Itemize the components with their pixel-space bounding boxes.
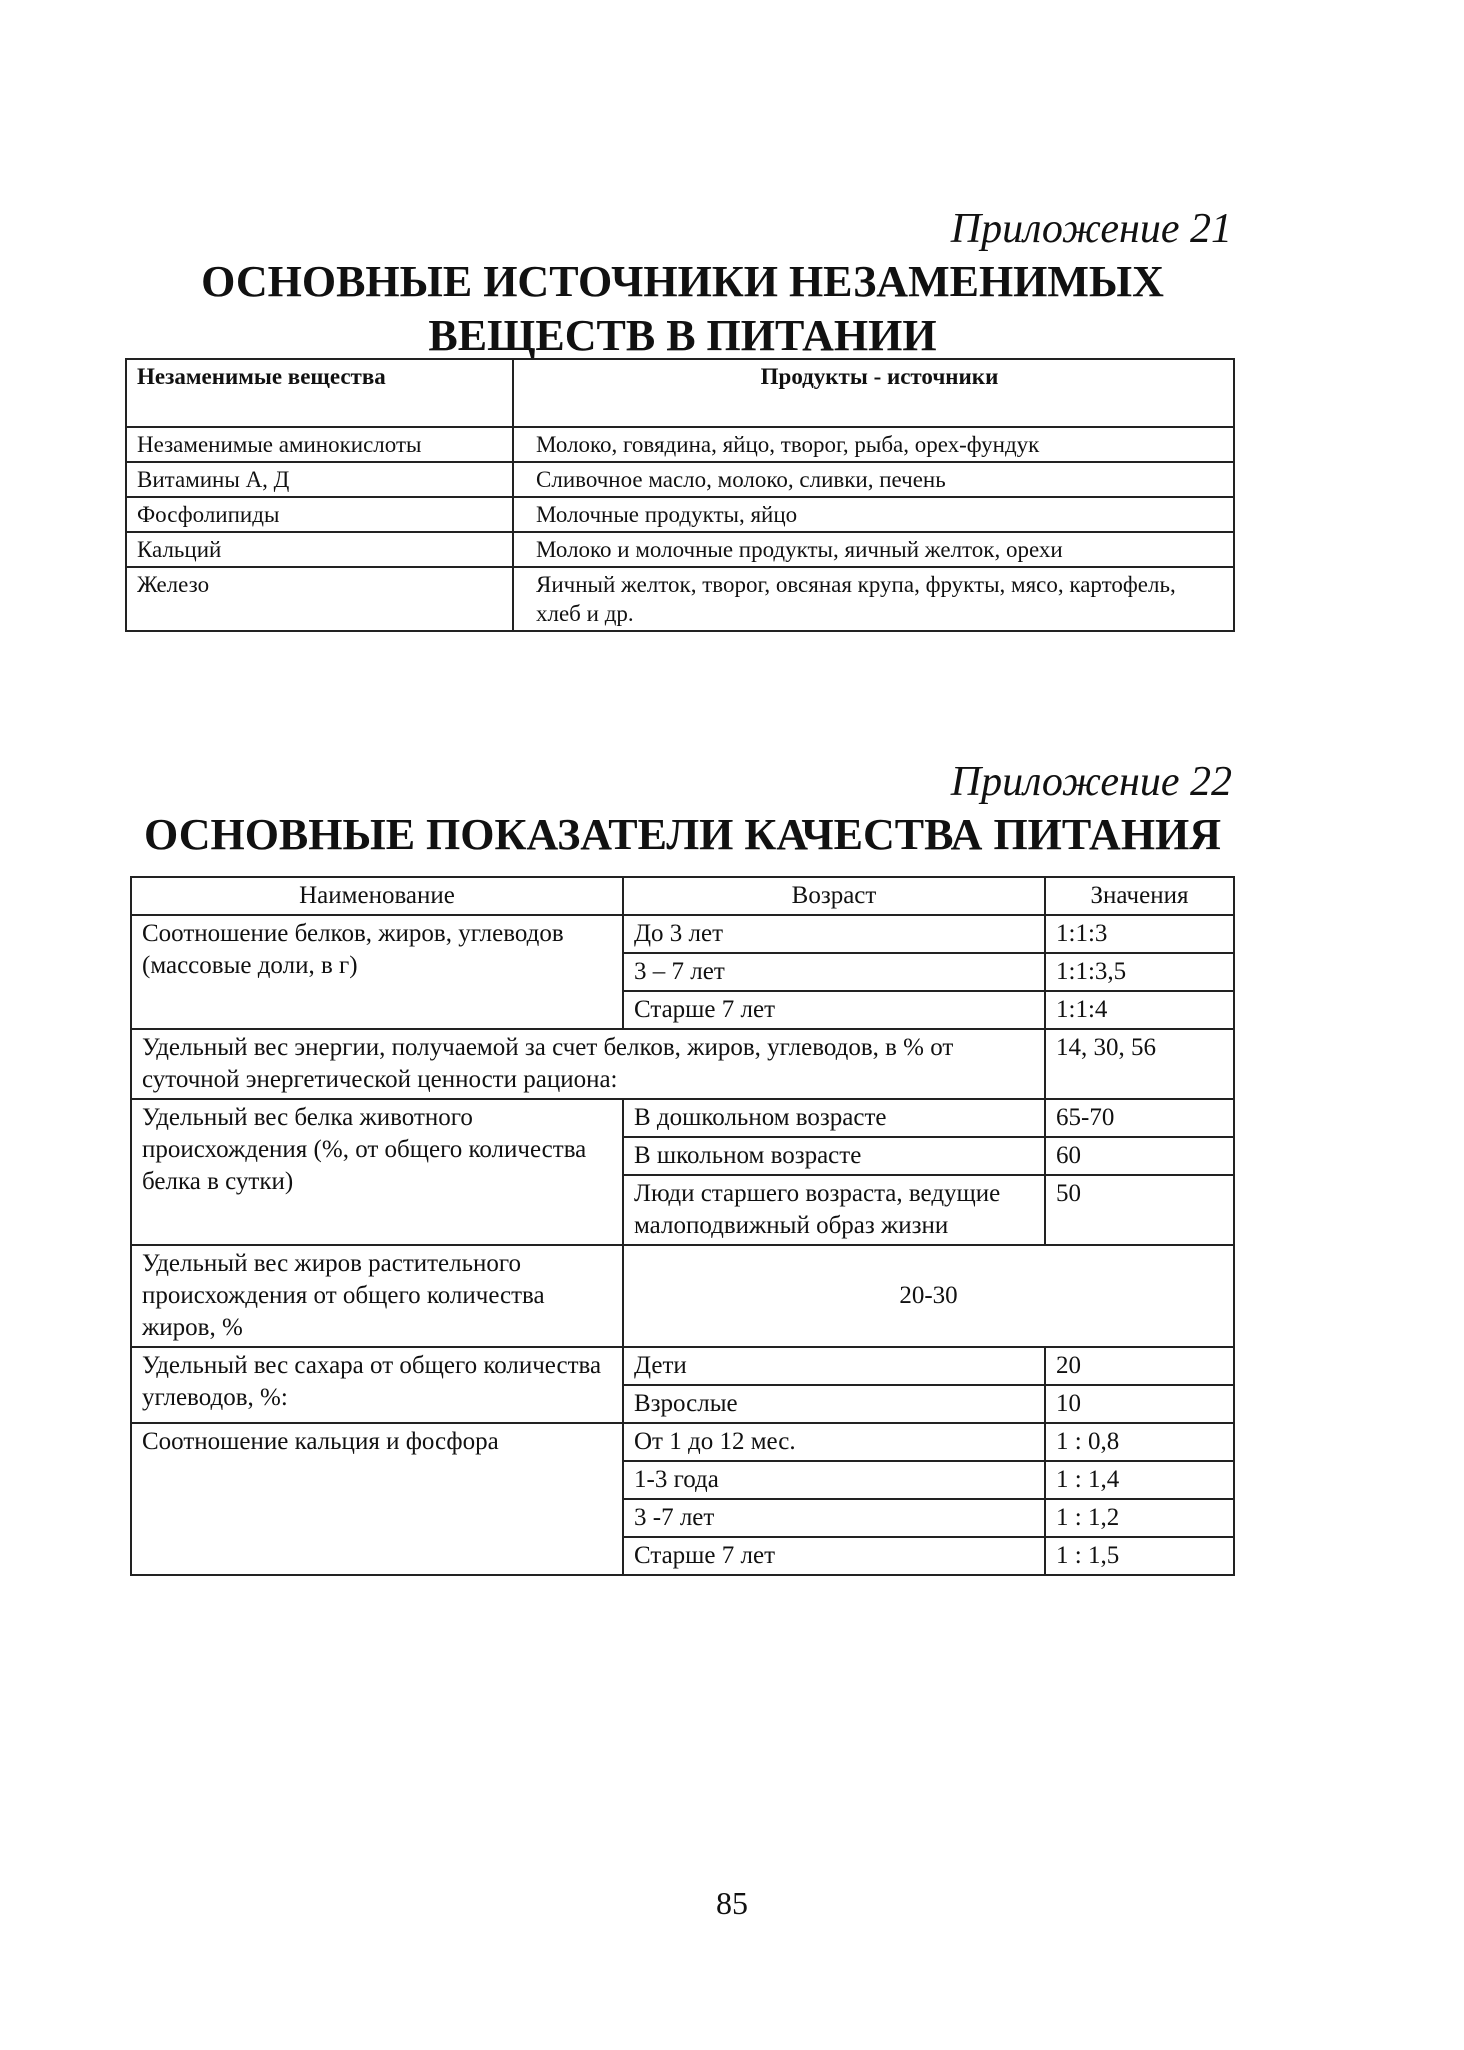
indicator-name-cell: Удельный вес энергии, получаемой за счет белков, жиров, углеводов, в % от суточной энергетической ценности рациона: <box>131 1029 1045 1099</box>
appendix-21-title-line1: ОСНОВНЫЕ ИСТОЧНИКИ НЕЗАМЕНИМЫХ <box>201 257 1164 306</box>
age-cell: 1-3 года <box>623 1461 1045 1499</box>
essential-substances-table <box>125 358 1235 632</box>
indicator-name-cell: Соотношение кальция и фосфора <box>131 1423 623 1575</box>
header-values: Значения <box>1045 877 1234 915</box>
table-header-row <box>131 877 1234 915</box>
age-cell: До 3 лет <box>623 915 1045 953</box>
substance-cell: Фосфолипиды <box>126 497 513 532</box>
table-row <box>131 1245 1234 1347</box>
age-cell: В школьном возрасте <box>623 1137 1045 1175</box>
products-cell: Сливочное масло, молоко, сливки, печень <box>513 462 1234 497</box>
appendix-22-title: ОСНОВНЫЕ ПОКАЗАТЕЛИ КАЧЕСТВА ПИТАНИЯ <box>143 810 1222 859</box>
indicator-name-cell: Удельный вес жиров растительного происхождения от общего количества жиров, % <box>131 1245 623 1347</box>
substance-cell: Кальций <box>126 532 513 567</box>
indicator-name-cell: Удельный вес белка животного происхождения (%, от общего количества белка в сутки) <box>131 1099 623 1245</box>
value-cell: 20-30 <box>623 1245 1234 1347</box>
substance-cell: Витамины А, Д <box>126 462 513 497</box>
age-cell: 3 – 7 лет <box>623 953 1045 991</box>
header-age: Возраст <box>623 877 1045 915</box>
table-row <box>126 532 1234 567</box>
age-cell: В дошкольном возрасте <box>623 1099 1045 1137</box>
value-cell: 60 <box>1045 1137 1234 1175</box>
value-cell: 1 : 1,5 <box>1045 1537 1234 1575</box>
header-products: Продукты - источники <box>513 359 1234 427</box>
table-row <box>131 1029 1234 1099</box>
table-row <box>126 462 1234 497</box>
indicator-name-cell: Соотношение белков, жиров, углеводов (массовые доли, в г) <box>131 915 623 1029</box>
nutrition-quality-table <box>130 876 1235 1576</box>
table-row <box>131 1423 1234 1461</box>
products-cell: Молоко и молочные продукты, яичный желток, орехи <box>513 532 1234 567</box>
header-substances: Незаменимые вещества <box>126 359 513 427</box>
table-row <box>126 567 1234 631</box>
table-row <box>126 427 1234 462</box>
value-cell: 1:1:3 <box>1045 915 1234 953</box>
age-cell: 3 -7 лет <box>623 1499 1045 1537</box>
appendix-22-label: Приложение 22 <box>950 759 1232 805</box>
value-cell: 50 <box>1045 1175 1234 1245</box>
table-row <box>126 497 1234 532</box>
age-cell: Люди старшего возраста, ведущие малоподвижный образ жизни <box>623 1175 1045 1245</box>
table-row <box>131 1099 1234 1137</box>
age-cell: Дети <box>623 1347 1045 1385</box>
value-cell: 1 : 1,4 <box>1045 1461 1234 1499</box>
indicator-name-cell: Удельный вес сахара от общего количества углеводов, %: <box>131 1347 623 1423</box>
substance-cell: Незаменимые аминокислоты <box>126 427 513 462</box>
value-cell: 14, 30, 56 <box>1045 1029 1234 1099</box>
value-cell: 10 <box>1045 1385 1234 1423</box>
products-cell: Яичный желток, творог, овсяная крупа, фрукты, мясо, картофель, хлеб и др. <box>513 567 1234 631</box>
page-number: 85 <box>716 1885 748 1921</box>
value-cell: 1:1:3,5 <box>1045 953 1234 991</box>
age-cell: Старше 7 лет <box>623 1537 1045 1575</box>
value-cell: 1 : 0,8 <box>1045 1423 1234 1461</box>
appendix-21-label: Приложение 21 <box>950 206 1232 252</box>
age-cell: От 1 до 12 мес. <box>623 1423 1045 1461</box>
substance-cell: Железо <box>126 567 513 631</box>
appendix-21-title-line2: ВЕЩЕСТВ В ПИТАНИИ <box>428 311 937 360</box>
table-header-row <box>126 359 1234 427</box>
appendix-21-title <box>125 255 1240 363</box>
table-row <box>131 1347 1234 1385</box>
age-cell: Старше 7 лет <box>623 991 1045 1029</box>
value-cell: 65-70 <box>1045 1099 1234 1137</box>
value-cell: 20 <box>1045 1347 1234 1385</box>
table-row <box>131 915 1234 953</box>
value-cell: 1:1:4 <box>1045 991 1234 1029</box>
header-name: Наименование <box>131 877 623 915</box>
products-cell: Молоко, говядина, яйцо, творог, рыба, орех-фундук <box>513 427 1234 462</box>
products-cell: Молочные продукты, яйцо <box>513 497 1234 532</box>
value-cell: 1 : 1,2 <box>1045 1499 1234 1537</box>
age-cell: Взрослые <box>623 1385 1045 1423</box>
